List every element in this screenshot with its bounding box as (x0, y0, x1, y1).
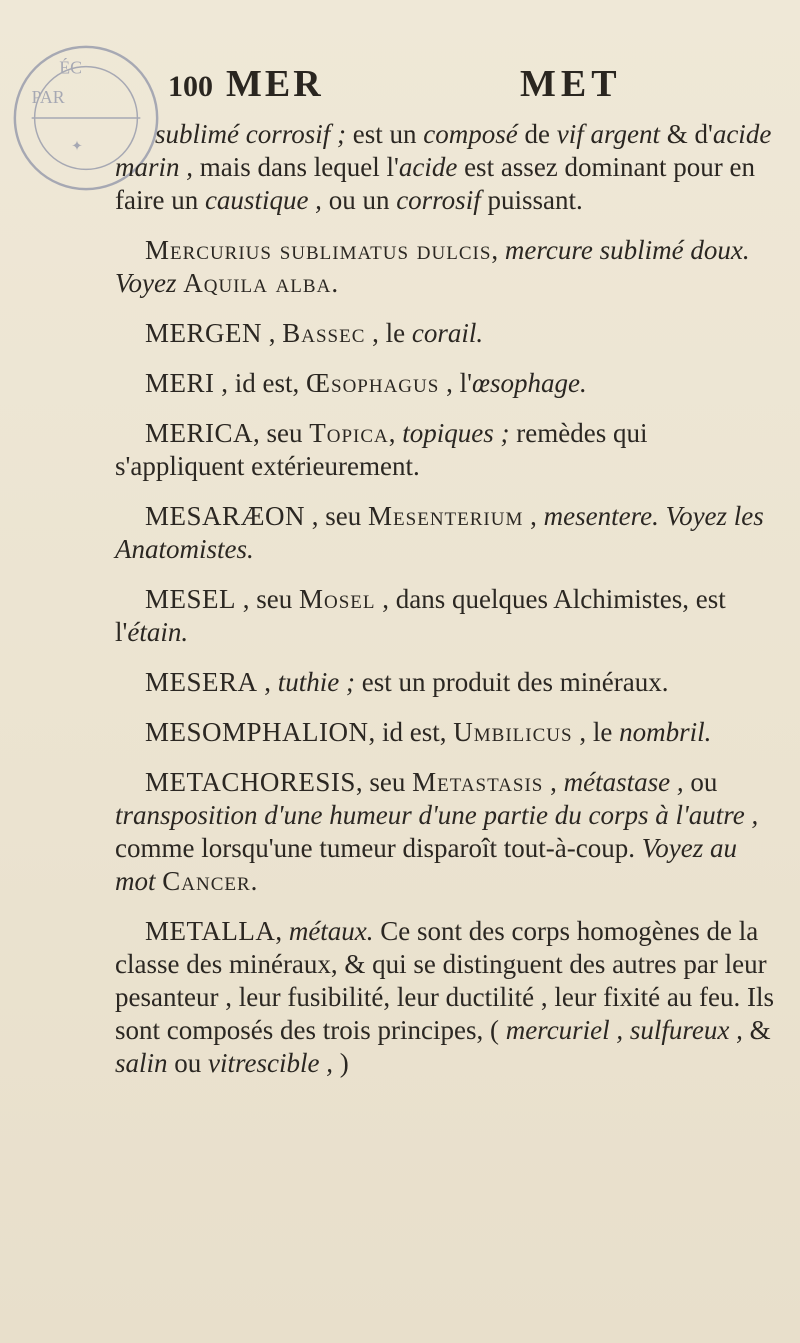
entry-headword: MESARÆON (145, 501, 306, 531)
italic-text: topiques ; (402, 418, 517, 448)
entry-text: ou (174, 1048, 209, 1078)
entry-text: , (388, 418, 403, 448)
entry-text: , id est, (368, 717, 454, 747)
right-running-head: MET (520, 63, 622, 105)
entry-text: est un (352, 119, 424, 149)
entry-text: , seu (236, 584, 300, 614)
small-caps-term: Topica (309, 418, 389, 448)
italic-text: corail. (411, 318, 484, 348)
italic-text: nombril. (619, 717, 712, 747)
italic-text: étain. (127, 617, 189, 647)
dictionary-entry (115, 317, 775, 350)
entry-headword: MESERA (145, 667, 258, 697)
small-caps-term: Bassec (282, 318, 366, 348)
dictionary-entry (115, 500, 775, 566)
entry-text: , (275, 916, 289, 946)
entry-text: . (250, 866, 258, 896)
entry-text: , dans quelques Alchimistes, est l' (115, 584, 726, 647)
italic-text: mercure sublimé doux. Voyez (115, 235, 750, 298)
italic-text: composé (423, 119, 525, 149)
entry-headword: METALLA (145, 916, 276, 946)
running-header (0, 62, 800, 112)
italic-text: Voyez au mot (115, 833, 737, 896)
svg-text:PAR: PAR (31, 87, 65, 108)
entry-text: , (491, 235, 505, 265)
entry-text: , (257, 667, 278, 697)
small-caps-term: Aquila alba (183, 268, 332, 298)
left-running-head: MER (226, 63, 324, 105)
entry-text: , l' (439, 368, 472, 398)
entry-text: , id est, (214, 368, 306, 398)
entry-text: remèdes qui s'appliquent extérieurement. (115, 418, 648, 481)
entry-text: ) (339, 1048, 349, 1078)
svg-text:✦: ✦ (71, 138, 83, 154)
small-caps-term: Cancer (162, 866, 251, 896)
italic-text: œsophage. (471, 368, 587, 398)
entry-text: mais dans lequel l' (199, 152, 399, 182)
small-caps-term: Umbilicus (453, 717, 573, 747)
italic-text: mesentere. Voyez les Anatomistes. (115, 501, 764, 564)
page-number: 100 (168, 70, 213, 103)
small-caps-term: Metastasis (412, 767, 544, 797)
italic-text: transposition d'une humeur d'une partie du corps à l'autre , (115, 800, 759, 830)
italic-text: métastase , (563, 767, 691, 797)
svg-text:ÉC: ÉC (59, 57, 83, 78)
entry-text: est assez dominant pour en faire un (115, 152, 756, 215)
entry-headword: MERI (145, 368, 215, 398)
italic-text: acide marin , (115, 119, 772, 182)
entry-text: de (524, 119, 557, 149)
dictionary-entry (115, 583, 775, 649)
entry-headword: MESEL (145, 584, 237, 614)
entry-text: , seu (355, 767, 413, 797)
entry-text: , (543, 767, 564, 797)
dictionary-entry (115, 716, 775, 749)
italic-text: sublimé corrosif ; (155, 119, 353, 149)
dictionary-entry (115, 915, 775, 1080)
italic-text: acide (398, 152, 465, 182)
dictionary-entry (115, 766, 775, 898)
entry-headword: MESOMPHALION (145, 717, 369, 747)
italic-text: tuthie ; (277, 667, 362, 697)
entry-text: , le (365, 318, 412, 348)
dictionary-entry (115, 234, 775, 300)
entry-text: puissant. (487, 185, 583, 215)
italic-text: caustique , (204, 185, 329, 215)
dictionary-entry (115, 417, 775, 483)
entry-text: est un produit des minéraux. (361, 667, 669, 697)
italic-text: salin (115, 1048, 175, 1078)
italic-text: vitrescible , (208, 1048, 340, 1078)
entry-text: & (749, 1015, 771, 1045)
entry-headword: MERICA (145, 418, 254, 448)
entry-text: comme lorsqu'une tumeur disparoît tout-à-coup. (115, 833, 642, 863)
entry-text: , seu (305, 501, 369, 531)
small-caps-term: Mercurius sublimatus dulcis (145, 235, 492, 265)
italic-text: métaux. (288, 916, 381, 946)
italic-text: mercuriel , sulfureux , (505, 1015, 750, 1045)
small-caps-term: Œsophagus (306, 368, 440, 398)
entry-text: , seu (253, 418, 310, 448)
entry-text: & d' (666, 119, 713, 149)
entry-text: , (523, 501, 544, 531)
dictionary-entry (115, 666, 775, 699)
dictionary-entry (115, 367, 775, 400)
dictionary-entry (115, 118, 775, 217)
entry-text: Ce sont des corps homogènes de la classe des minéraux, & qui se distinguent des autres par leur pesanteur , leur fusibilité, leur ductilité , leur fixité au feu. Ils sont composés des trois principes, ( (115, 916, 775, 1045)
entry-text: ou un (328, 185, 397, 215)
italic-text: corrosif (396, 185, 488, 215)
entry-text: . (331, 268, 339, 298)
small-caps-term: Mesenterium (368, 501, 524, 531)
entry-text: , (262, 318, 283, 348)
small-caps-term: Mosel (299, 584, 376, 614)
entry-headword: MERGEN (145, 318, 262, 348)
entry-text: ou (690, 767, 718, 797)
dictionary-body (115, 118, 775, 1097)
entry-headword: METACHORESIS (145, 767, 356, 797)
entry-text: , le (572, 717, 620, 747)
italic-text: vif argent (556, 119, 667, 149)
